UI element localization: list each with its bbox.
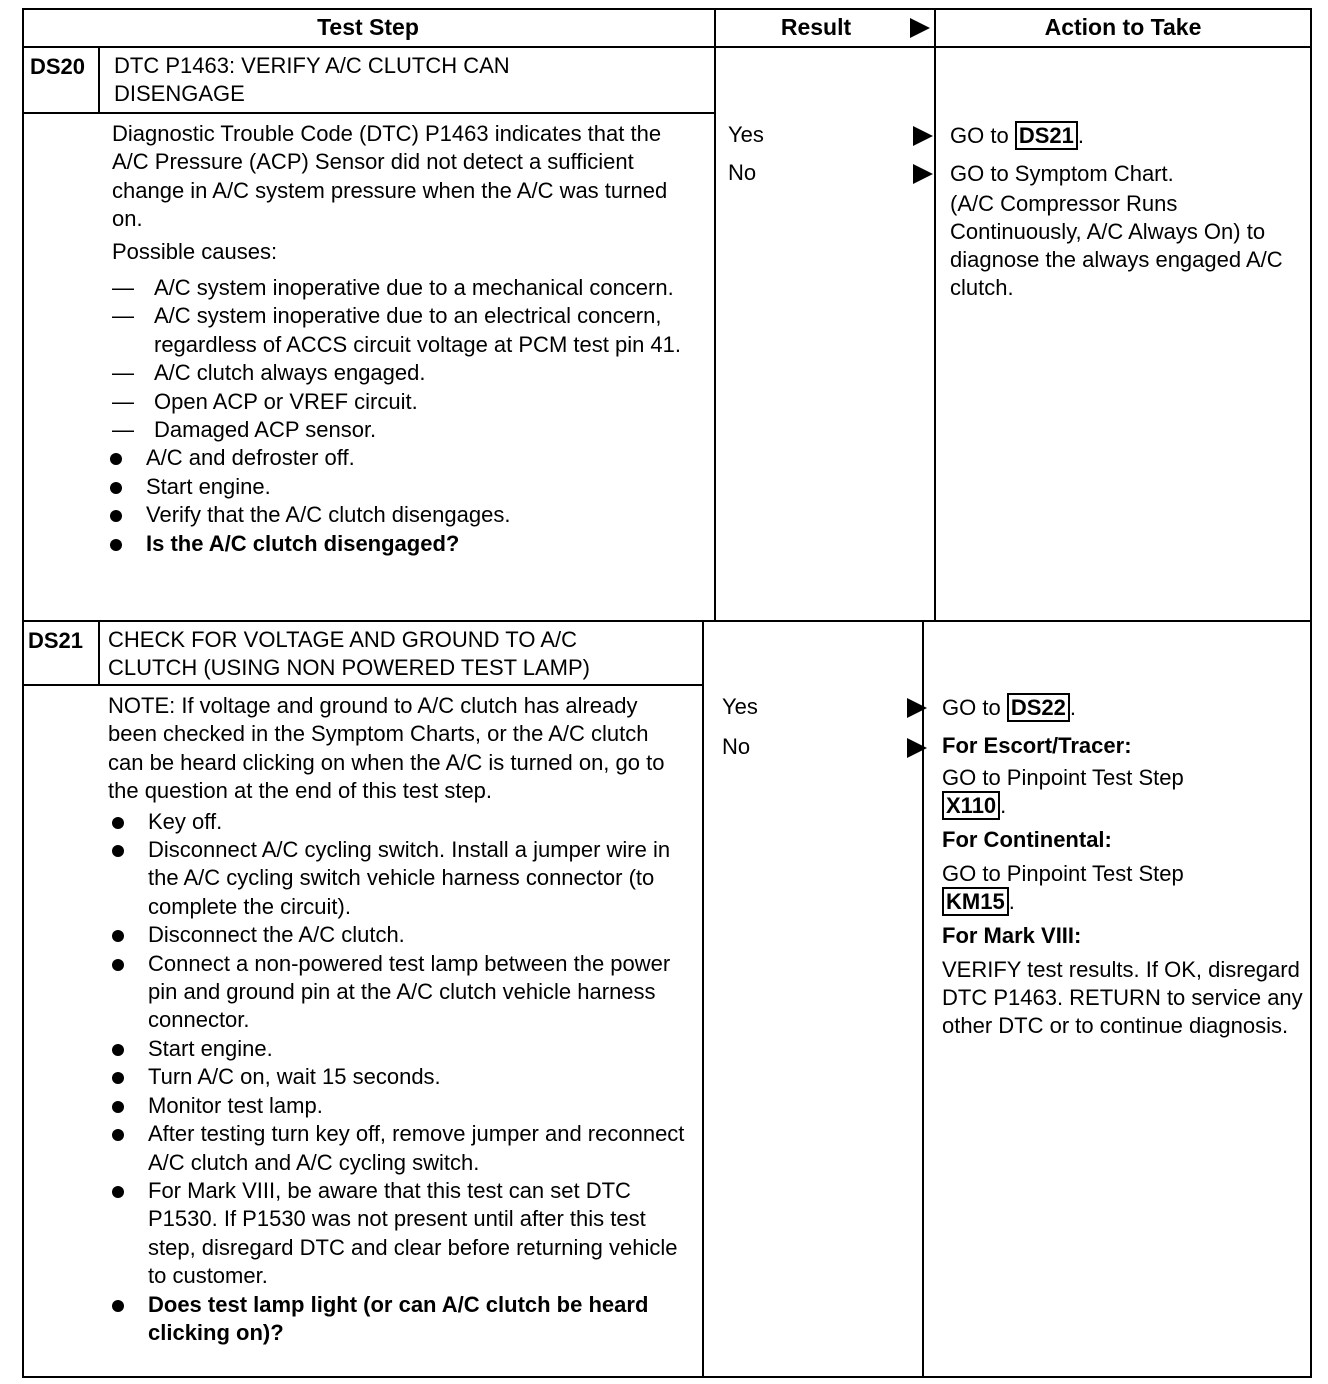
ds20-no-action-detail: (A/C Compressor Runs Continuously, A/C Always On) to diagnose the always engaged A/C clutch. [950,191,1283,300]
ds21-result-yes: Yes [722,694,927,724]
ds21-steps-list [108,808,690,1348]
header-arrow-icon [910,18,930,38]
ds21-row-top [22,620,1312,622]
ds21-escort-heading: For Escort/Tracer: [942,733,1132,758]
list-item: — A/C system inoperative due to a mechanical concern. [112,274,692,302]
header-action: Action to Take [1044,14,1202,40]
arrow-right-icon [913,126,933,146]
list-item: — Damaged ACP sensor. [112,416,692,444]
ds21-step-code: DS21 [28,628,84,653]
table-bottom-border [22,1376,1312,1378]
ds21-note: NOTE: If voltage and ground to A/C clutch has already been checked in the Symptom Charts, or the A/C clutch can be heard clicking on when the A/C is turned on, go to the question at the end of this test step. [108,693,665,804]
header-bottom-border [22,46,1312,48]
ds21-continental-heading: For Continental: [942,827,1112,852]
list-item: Start engine. [106,473,692,501]
arrow-right-icon [913,164,933,184]
list-item: Verify that the A/C clutch disengages. [106,501,692,529]
diagnostic-table [22,8,1312,1378]
ds20-question: Is the A/C clutch disengaged? [106,530,692,558]
ds20-no-action: GO to Symptom Chart. [950,161,1174,186]
list-item: — A/C system inoperative due to an electrical concern, regardless of ACCS circuit voltage at PCM test pin 41. [112,302,692,359]
ds20-yes-action: GO to DS21 . [950,123,1084,148]
table-left-border [22,8,24,1378]
list-item: Turn A/C on, wait 15 seconds. [108,1063,690,1091]
arrow-right-icon [907,738,927,758]
ds21-step-body [108,692,690,1347]
column-divider-2 [934,8,936,620]
arrow-right-icon [907,698,927,718]
ds22-link[interactable]: DS22 [1007,693,1070,722]
list-item: — A/C clutch always engaged. [112,359,692,387]
ds21-link[interactable]: DS21 [1015,121,1078,150]
km15-link[interactable]: KM15 [942,887,1009,916]
table-right-border [1310,8,1312,1378]
column-divider-1 [714,8,716,620]
ds20-step-body [112,120,692,558]
header-test-step: Test Step [317,14,419,40]
list-item: Connect a non-powered test lamp between the power pin and ground pin at the A/C clutch vehicle harness connector. [108,950,690,1035]
ds20-intro: Diagnostic Trouble Code (DTC) P1463 indicates that the A/C Pressure (ACP) Sensor did not detect a sufficient change in A/C system pressure when the A/C was turned on. [112,121,668,232]
list-item: Key off. [108,808,690,836]
header-result: Result [780,14,852,40]
list-item: A/C and defroster off. [106,444,692,472]
ds20-causes-label: Possible causes: [112,238,278,264]
ds21-question: Does test lamp light (or can A/C clutch be heard clicking on)? [108,1291,690,1348]
list-item: Disconnect the A/C clutch. [108,921,690,949]
ds21-result-no: No [722,734,927,764]
list-item: After testing turn key off, remove jumper and reconnect A/C clutch and A/C cycling switch. [108,1120,690,1177]
ds21-step-title: CHECK FOR VOLTAGE AND GROUND TO A/C CLUTCH (USING NON POWERED TEST LAMP) [108,627,591,680]
ds20-actions [950,122,1306,302]
ds21-yes-action: GO to DS22 . [942,695,1076,720]
ds20-title-bottom [22,112,716,114]
table-top-border [22,8,1312,10]
column-divider-1b [702,620,704,1378]
ds21-title-bottom [22,684,704,686]
ds21-continental-action: GO to Pinpoint Test Step KM15 . [942,861,1184,914]
list-item: — Open ACP or VREF circuit. [112,388,692,416]
ds20-result-yes: Yes [728,122,933,152]
ds21-code-divider [98,620,100,686]
list-item: For Mark VIII, be aware that this test can set DTC P1530. If P1530 was not present until after this test step, disregard DTC and clear before returning vehicle to customer. [108,1177,690,1291]
list-item: Monitor test lamp. [108,1092,690,1120]
list-item: Disconnect A/C cycling switch. Install a jumper wire in the A/C cycling switch vehicle harness connector (to complete the circuit). [108,836,690,921]
ds20-result-no: No [728,160,933,190]
ds21-markviii-action: VERIFY test results. If OK, disregard DTC P1463. RETURN to service any other DTC or to continue diagnosis. [942,957,1303,1038]
ds20-causes-list [112,274,692,444]
ds20-steps-list [106,444,692,558]
ds20-step-title: DTC P1463: VERIFY A/C CLUTCH CAN DISENGAGE [114,53,510,106]
ds21-actions [942,694,1308,1040]
ds21-markviii-heading: For Mark VIII: [942,923,1082,948]
list-item: Start engine. [108,1035,690,1063]
ds20-code-divider [98,46,100,112]
x110-link[interactable]: X110 [942,791,1000,820]
ds21-escort-action: GO to Pinpoint Test Step X110 . [942,765,1184,818]
ds20-step-code: DS20 [30,54,86,79]
